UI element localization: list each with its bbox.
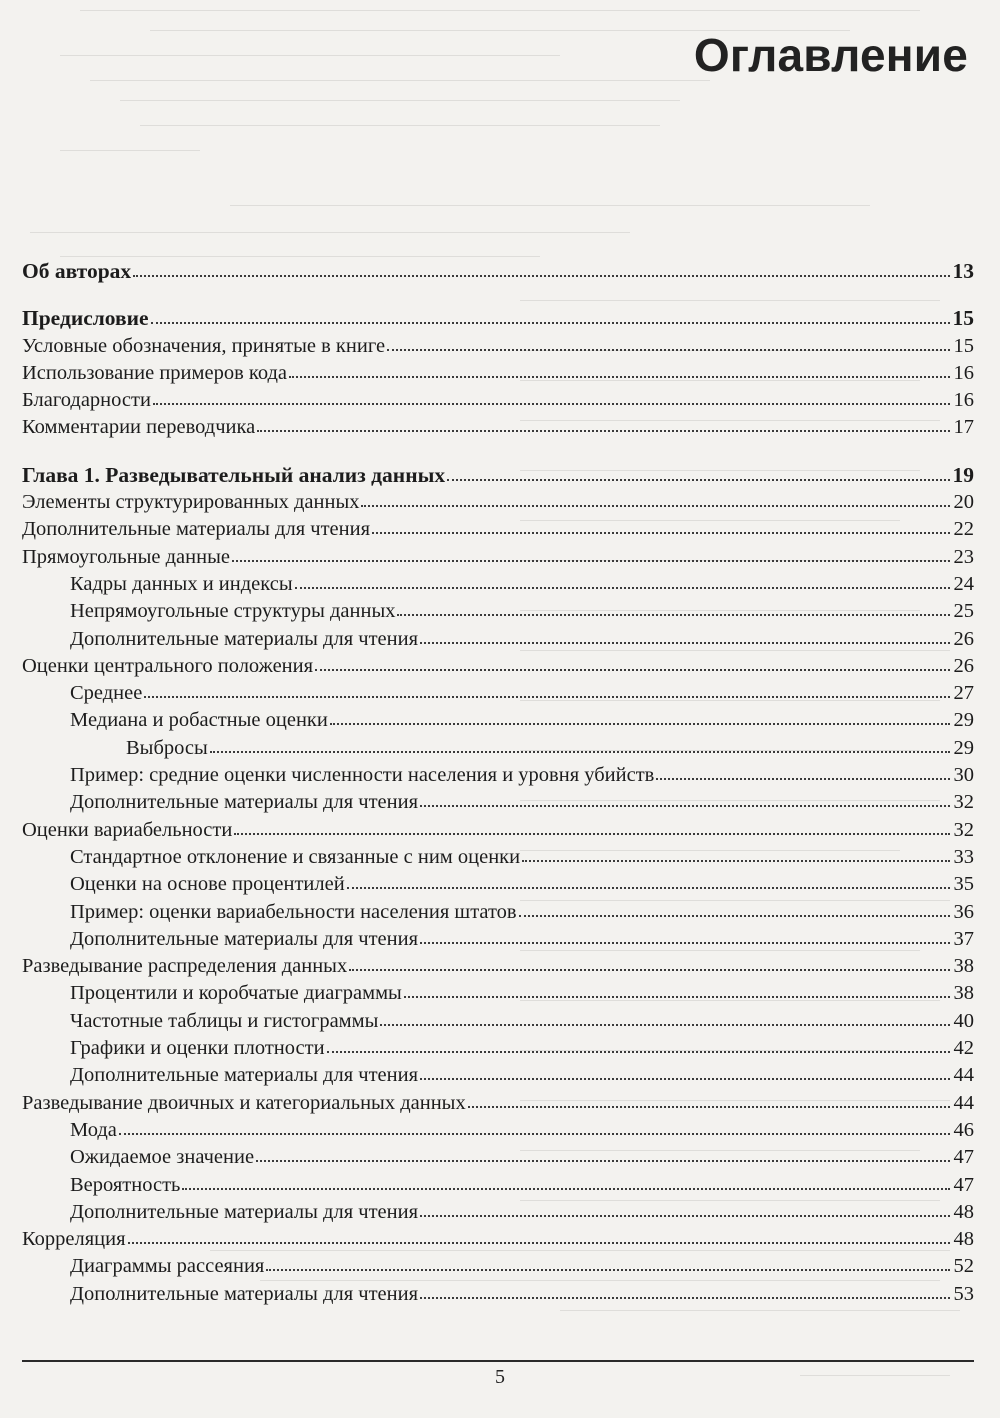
toc-entry[interactable] [22, 953, 974, 980]
toc-entry-title: Предисловие [22, 306, 149, 331]
toc-entry-page: 48 [953, 1228, 974, 1251]
dot-leader [182, 1183, 950, 1190]
toc-entry-page: 19 [952, 462, 974, 487]
toc-entry-title: Разведывание двоичных и категориальных данных [22, 1091, 466, 1114]
dot-leader [256, 1155, 950, 1162]
toc-entry-page: 17 [953, 416, 974, 439]
dot-leader [119, 1128, 950, 1135]
toc-entry-title: Процентили и коробчатые диаграммы [70, 982, 402, 1005]
dot-leader [447, 474, 950, 481]
toc-entry[interactable] [22, 1035, 974, 1062]
toc-entry-title: Непрямоугольные структуры данных [70, 600, 396, 623]
bleed-line [80, 10, 920, 11]
toc-entry[interactable] [22, 871, 974, 898]
dot-leader [519, 910, 950, 917]
toc-entry-page: 16 [953, 389, 974, 412]
toc-entry-title: Среднее [70, 682, 143, 705]
toc-entry[interactable] [22, 626, 974, 653]
toc-entry-page: 52 [953, 1255, 974, 1278]
toc-entry[interactable] [22, 544, 974, 571]
dot-leader [266, 1264, 950, 1271]
toc-entry[interactable] [22, 899, 974, 926]
dot-leader [397, 609, 950, 616]
toc-entry-page: 22 [953, 518, 974, 541]
toc-entry-title: Дополнительные материалы для чтения [22, 518, 370, 541]
bleed-line [60, 150, 200, 151]
toc-entry[interactable] [22, 1008, 974, 1035]
section-gap [22, 442, 974, 462]
dot-leader [387, 344, 950, 351]
toc-entry[interactable] [22, 360, 974, 387]
toc-entry[interactable] [22, 653, 974, 680]
toc-entry[interactable] [22, 1090, 974, 1117]
toc-entry[interactable] [22, 926, 974, 953]
dot-leader [420, 1073, 950, 1080]
toc-entry[interactable] [22, 707, 974, 734]
toc-entry[interactable] [22, 1199, 974, 1226]
toc-entry-title: Дополнительные материалы для чтения [70, 1064, 418, 1087]
toc-entry[interactable] [22, 1117, 974, 1144]
toc-entry-title: Использование примеров кода [22, 361, 288, 384]
toc-entry-page: 40 [953, 1009, 974, 1032]
toc-entry-page: 36 [953, 900, 974, 923]
toc-entry[interactable] [22, 980, 974, 1007]
dot-leader [420, 937, 950, 944]
dot-leader [289, 371, 950, 378]
toc-entry-title: Дополнительные материалы для чтения [70, 627, 418, 650]
toc-entry-page: 42 [953, 1037, 974, 1060]
toc-entry[interactable] [22, 1226, 974, 1253]
toc-entry[interactable] [22, 1062, 974, 1089]
toc-entry-title: Частотные таблицы и гистограммы [70, 1009, 379, 1032]
toc-entry-title: Диаграммы рассеяния [70, 1255, 265, 1278]
dot-leader [327, 1046, 950, 1053]
toc-entry-title: Оценки на основе процентилей [70, 873, 345, 896]
toc-entry-title: Глава 1. Разведывательный анализ данных [22, 462, 446, 487]
footer-rule [22, 1360, 974, 1362]
toc-entry-page: 44 [953, 1064, 974, 1087]
toc-entry-page: 38 [953, 982, 974, 1005]
toc-entry-page: 46 [953, 1118, 974, 1141]
dot-leader [420, 1210, 950, 1217]
dot-leader [468, 1101, 950, 1108]
toc-entry[interactable] [22, 789, 974, 816]
toc-entry-title: Об авторах [22, 259, 132, 283]
toc-entry-page: 32 [953, 818, 974, 841]
toc-entry-page: 48 [953, 1200, 974, 1223]
toc-entry-title: Оценки центрального положения [22, 654, 314, 677]
toc-entry[interactable] [22, 516, 974, 543]
toc-entry-title: Разведывание распределения данных [22, 955, 348, 978]
toc-entry-title: Элементы структурированных данных [22, 491, 360, 514]
dot-leader [210, 746, 950, 753]
toc-entry-page: 24 [953, 572, 974, 595]
toc-entry-page: 35 [953, 873, 974, 896]
toc-entry-title: Пример: оценки вариабельности населения штатов [70, 900, 517, 923]
table-of-contents [22, 258, 974, 1308]
toc-entry-title: Дополнительные материалы для чтения [70, 1282, 418, 1305]
toc-chapter-entry[interactable] [22, 462, 974, 489]
toc-entry-page: 16 [953, 361, 974, 384]
bleed-line [60, 55, 560, 56]
bleed-line [120, 100, 680, 101]
toc-entry-title: Корреляция [22, 1228, 126, 1251]
dot-leader [151, 317, 950, 324]
dot-leader [420, 800, 950, 807]
toc-entry[interactable] [22, 333, 974, 360]
toc-entry-title: Прямоугольные данные [22, 545, 230, 568]
toc-chapter-entry[interactable] [22, 258, 974, 285]
toc-entry-title: Условные обозначения, принятые в книге [22, 334, 386, 357]
toc-entry-title: Графики и оценки плотности [70, 1037, 325, 1060]
toc-entry-page: 13 [952, 259, 974, 283]
toc-entry-page: 23 [953, 545, 974, 568]
dot-leader [361, 500, 950, 507]
dot-leader [234, 828, 950, 835]
toc-entry-title: Стандартное отклонение и связанные с ним оценки [70, 845, 521, 868]
toc-entry[interactable] [22, 762, 974, 789]
dot-leader [295, 582, 950, 589]
dot-leader [420, 637, 950, 644]
toc-entry[interactable] [22, 387, 974, 414]
toc-entry-page: 30 [953, 764, 974, 787]
toc-entry[interactable] [22, 489, 974, 516]
bleed-line [30, 232, 630, 233]
toc-entry-page: 33 [953, 845, 974, 868]
dot-leader [404, 991, 950, 998]
toc-entry-title: Ожидаемое значение [70, 1146, 255, 1169]
toc-entry-page: 26 [953, 627, 974, 650]
dot-leader [133, 270, 950, 277]
toc-entry-page: 47 [953, 1146, 974, 1169]
toc-entry-page: 15 [953, 334, 974, 357]
dot-leader [257, 425, 950, 432]
toc-entry-page: 38 [953, 955, 974, 978]
toc-entry-page: 29 [953, 736, 974, 759]
bleed-line [560, 1310, 960, 1311]
toc-entry-page: 26 [953, 654, 974, 677]
dot-leader [656, 773, 950, 780]
bleed-line [90, 80, 710, 81]
toc-entry-page: 15 [952, 306, 974, 331]
page-title: Оглавление [693, 29, 968, 81]
toc-entry-title: Дополнительные материалы для чтения [70, 1200, 418, 1223]
dot-leader [380, 1019, 950, 1026]
toc-entry-title: Благодарности [22, 389, 151, 412]
dot-leader [522, 855, 950, 862]
dot-leader [372, 527, 950, 534]
toc-entry-title: Выбросы [126, 736, 208, 759]
page-number: 5 [495, 1366, 505, 1388]
bleed-line [140, 125, 660, 126]
dot-leader [330, 718, 950, 725]
toc-entry-page: 25 [953, 600, 974, 623]
toc-entry-page: 37 [953, 927, 974, 950]
toc-entry-page: 20 [953, 491, 974, 514]
dot-leader [315, 664, 950, 671]
dot-leader [420, 1292, 950, 1299]
toc-entry-page: 27 [953, 682, 974, 705]
section-gap [22, 285, 974, 305]
toc-entry-title: Вероятность [70, 1173, 181, 1196]
dot-leader [153, 398, 950, 405]
toc-entry-title: Кадры данных и индексы [70, 572, 293, 595]
toc-entry-title: Медиана и робастные оценки [70, 709, 328, 732]
toc-entry-page: 29 [953, 709, 974, 732]
toc-entry[interactable] [22, 571, 974, 598]
toc-entry-title: Мода [70, 1118, 117, 1141]
bleed-line [230, 205, 870, 206]
toc-entry-title: Оценки вариабельности [22, 818, 233, 841]
toc-entry-page: 32 [953, 791, 974, 814]
toc-entry[interactable] [22, 414, 974, 441]
toc-entry-title: Комментарии переводчика [22, 416, 256, 439]
dot-leader [347, 882, 950, 889]
toc-entry[interactable] [22, 598, 974, 625]
toc-entry-page: 44 [953, 1091, 974, 1114]
dot-leader [349, 964, 950, 971]
toc-entry-page: 53 [953, 1282, 974, 1305]
toc-entry[interactable] [22, 1144, 974, 1171]
toc-entry-title: Пример: средние оценки численности населения и уровня убийств [70, 764, 655, 787]
dot-leader [144, 691, 950, 698]
toc-entry[interactable] [22, 1281, 974, 1308]
bleed-line [60, 256, 540, 257]
toc-entry[interactable] [22, 735, 974, 762]
toc-entry-title: Дополнительные материалы для чтения [70, 791, 418, 814]
toc-entry[interactable] [22, 1172, 974, 1199]
toc-entry[interactable] [22, 844, 974, 871]
toc-entry-page: 47 [953, 1173, 974, 1196]
dot-leader [232, 555, 950, 562]
toc-entry-title: Дополнительные материалы для чтения [70, 927, 418, 950]
toc-entry[interactable] [22, 680, 974, 707]
toc-entry[interactable] [22, 817, 974, 844]
toc-chapter-entry[interactable] [22, 305, 974, 332]
toc-entry[interactable] [22, 1253, 974, 1280]
dot-leader [128, 1237, 950, 1244]
